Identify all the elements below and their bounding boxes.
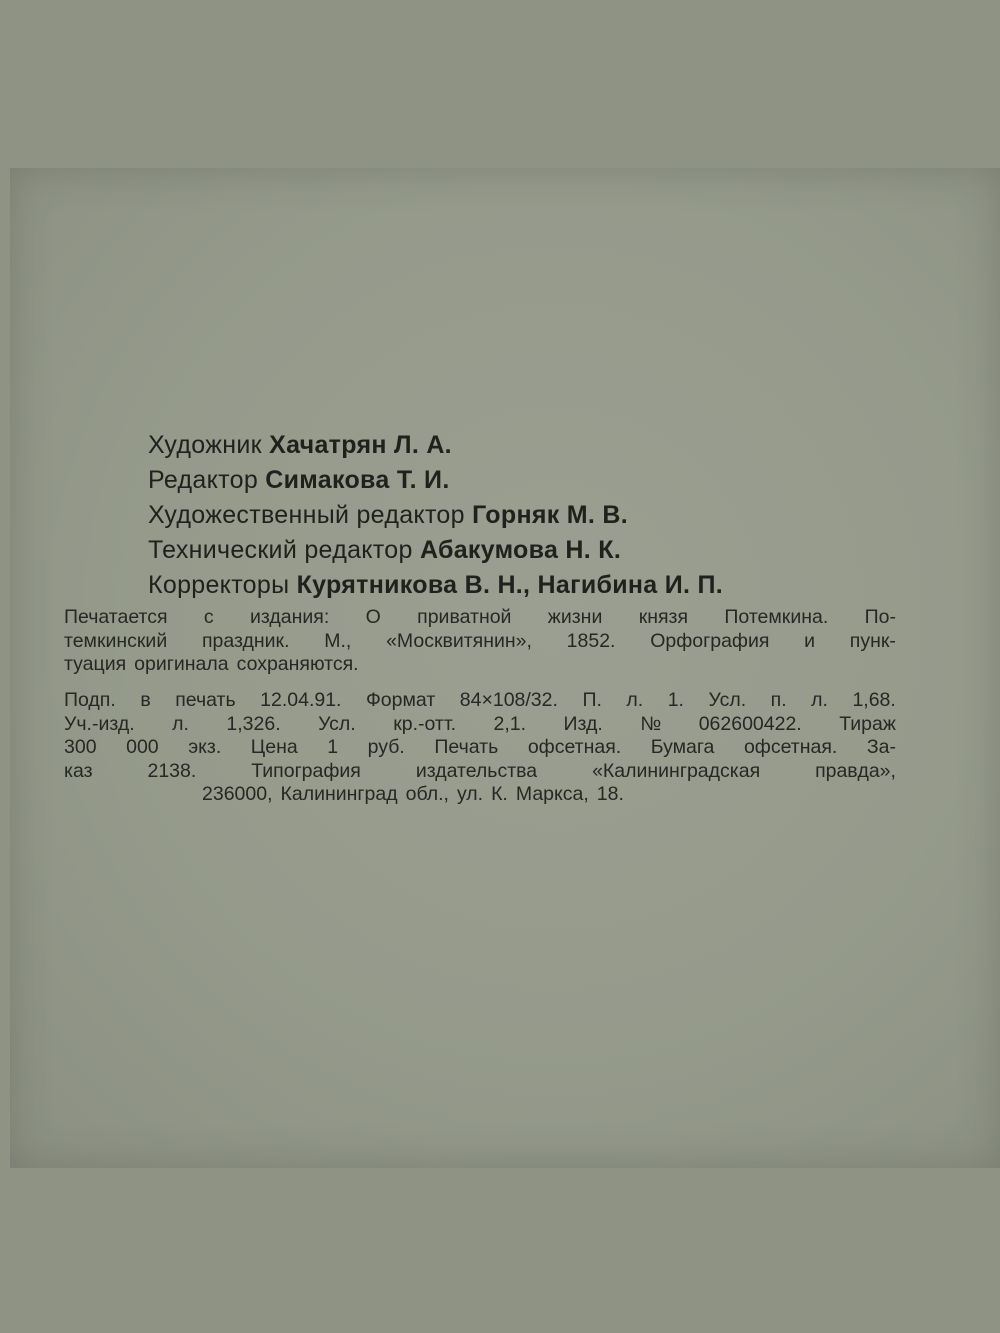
word: сохраняются. xyxy=(236,653,359,675)
word: 1 xyxy=(327,736,339,758)
word: пунк- xyxy=(849,629,896,652)
imprint-block xyxy=(64,689,896,807)
word: Тираж xyxy=(839,712,896,735)
word: князя xyxy=(638,606,689,628)
word: К. xyxy=(491,783,508,805)
word: Усл. xyxy=(708,689,747,711)
word: Типография xyxy=(251,759,361,782)
word: приватной xyxy=(417,606,512,628)
word: темкинский xyxy=(64,629,168,652)
word: 000 xyxy=(126,736,159,758)
word: Уч.-изд. xyxy=(64,712,135,735)
justified-line xyxy=(64,653,896,677)
credit-row-editor xyxy=(148,463,723,498)
word: п. xyxy=(770,689,787,711)
justified-line xyxy=(64,713,896,737)
word: л. xyxy=(172,712,189,735)
word: Печатается xyxy=(64,606,168,628)
credit-row-tech-editor xyxy=(148,533,723,568)
word: П. xyxy=(582,689,602,711)
word: экз. xyxy=(188,736,222,758)
credit-role: Корректоры xyxy=(148,571,290,599)
word: Формат xyxy=(365,689,436,711)
word: л. xyxy=(811,689,828,711)
word: издания: xyxy=(250,606,330,628)
word: 236000, xyxy=(202,783,273,805)
word: кр.-отт. xyxy=(393,712,457,735)
word: Орфография xyxy=(650,629,770,652)
word: № xyxy=(640,712,662,735)
word: 1,326. xyxy=(226,712,281,735)
credit-name: Абакумова Н. К. xyxy=(419,536,622,564)
source-note xyxy=(64,606,896,677)
word: 12.04.91. xyxy=(260,689,342,711)
word: правда», xyxy=(815,759,896,782)
word: Цена xyxy=(250,736,298,758)
word: печать xyxy=(175,689,236,711)
justified-line xyxy=(64,689,896,713)
word: «Москвитянин», xyxy=(386,629,532,652)
word: Потемкина. xyxy=(724,606,829,628)
word: в xyxy=(140,689,151,711)
credits-block xyxy=(148,428,723,603)
credit-role: Редактор xyxy=(148,466,259,494)
word: издательства xyxy=(415,759,538,782)
word: л. xyxy=(626,689,644,711)
justified-line xyxy=(64,630,896,654)
word: офсетная. xyxy=(527,736,622,758)
credit-role: Технический редактор xyxy=(148,536,413,564)
word: О xyxy=(365,606,381,628)
word: 18. xyxy=(596,783,624,805)
word: Бумага xyxy=(650,736,715,758)
word: жизни xyxy=(547,606,603,628)
word: 2138. xyxy=(147,759,197,782)
word: За- xyxy=(866,736,896,758)
credit-row-proofreaders xyxy=(148,568,723,603)
word: 1852. xyxy=(566,629,616,652)
word: По- xyxy=(864,606,896,628)
word: 1,68. xyxy=(852,689,896,711)
word: праздник. xyxy=(201,629,290,652)
word: 1. xyxy=(667,689,684,711)
word: 2,1. xyxy=(493,712,527,735)
word: Маркса, xyxy=(515,783,589,805)
credit-name: Хачатрян Л. А. xyxy=(269,431,452,459)
word: Подп. xyxy=(64,689,116,711)
justified-line xyxy=(64,736,896,760)
word: «Калининградская xyxy=(592,759,761,782)
word: Изд. xyxy=(563,712,603,735)
word: туация xyxy=(64,653,127,675)
credit-name: Симакова Т. И. xyxy=(265,466,450,494)
word: и xyxy=(804,629,816,652)
word: офсетная. xyxy=(743,736,838,758)
word: М., xyxy=(324,629,352,652)
word: обл., xyxy=(405,783,449,805)
word: Усл. xyxy=(318,712,356,735)
credit-name: Курятникова В. Н., Нагибина И. П. xyxy=(296,571,724,599)
word: каз xyxy=(64,759,93,782)
word: Калининград xyxy=(280,783,398,805)
justified-line xyxy=(64,783,896,807)
word: ул. xyxy=(456,783,484,805)
credit-role: Художественный редактор xyxy=(148,501,465,529)
word: Печать xyxy=(434,736,499,758)
word: оригинала xyxy=(134,653,229,675)
justified-line xyxy=(64,606,896,630)
word: с xyxy=(203,606,214,628)
word: 84×108/32. xyxy=(459,689,558,711)
word: 062600422. xyxy=(698,712,802,735)
credit-role: Художник xyxy=(148,431,262,459)
word: 300 xyxy=(64,736,97,758)
justified-line xyxy=(64,760,896,784)
credit-name: Горняк М. В. xyxy=(472,501,629,529)
credit-row-art-editor xyxy=(148,498,723,533)
word: руб. xyxy=(367,736,405,758)
credit-row-artist xyxy=(148,428,723,463)
